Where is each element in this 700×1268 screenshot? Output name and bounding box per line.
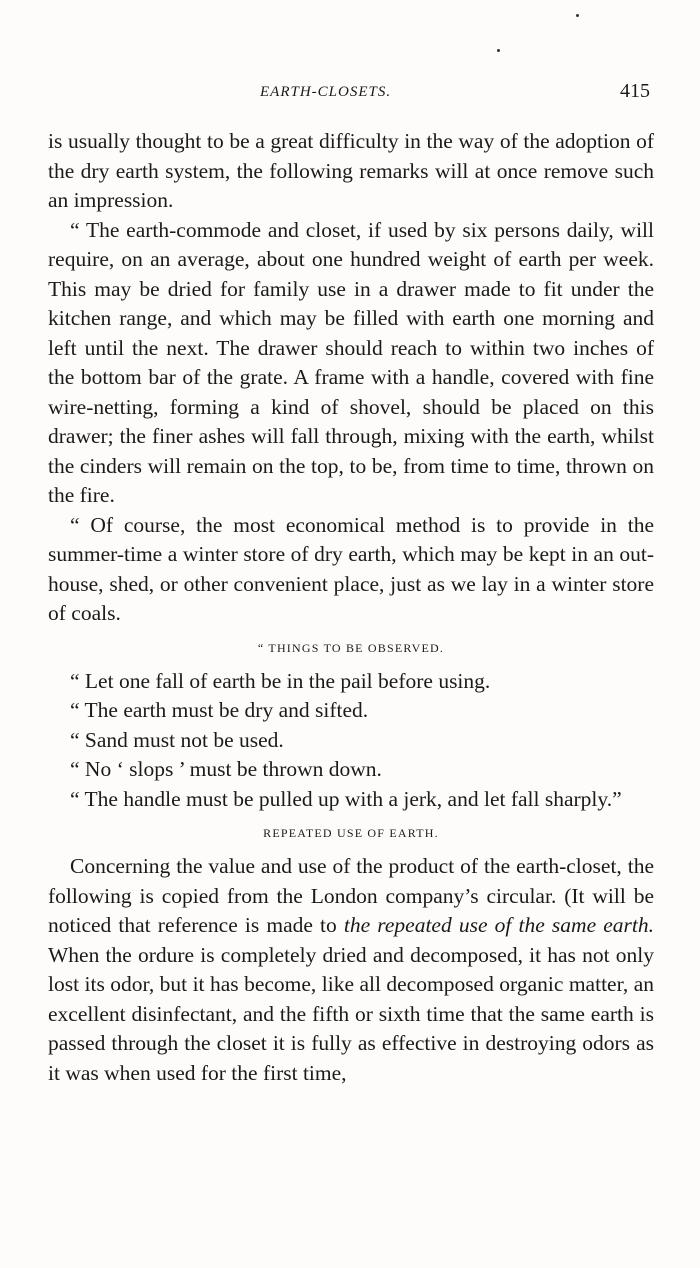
- rule-item: “ Let one fall of earth be in the pail before using.: [70, 668, 491, 693]
- page-header: [48, 80, 650, 110]
- section-heading-things-to-be-observed: “ THINGS TO BE OBSERVED.: [257, 640, 445, 655]
- speck-mark: [576, 14, 579, 17]
- speck-mark: [497, 49, 500, 52]
- running-title: EARTH-CLOSETS.: [260, 84, 392, 100]
- rule-item: “ No ‘ slops ’ must be thrown down.: [70, 757, 382, 781]
- italic-phrase: the repeated use of the same earth.: [343, 913, 654, 937]
- paragraph: is usually thought to be a great difficulty in the way of the adoption of the dry earth system, the following remarks will at once remove such an impression.: [48, 129, 654, 212]
- paragraph: “ The earth-commode and closet, if used by six persons daily, will require, on an average, about one hundred weight of earth per week. This may be dried for family use in a drawer made to fit under the kitchen range, and which may be filled with earth one morning and left until the next. The drawer should reach to within two inches of the bottom bar of the grate. A frame with a handle, covered with fine wire-netting, forming a kind of shovel, should be placed on this drawer; the finer ashes will fall through, mixing with the earth, whilst the cinders will remain on the top, to be, from time to time, thrown on the fire.: [48, 217, 654, 507]
- page-number: 415: [620, 80, 650, 102]
- paragraph: [48, 852, 654, 1088]
- page-body: [48, 127, 654, 1088]
- paragraph-text: Concerning the value and use of the product of the earth-closet, the following is copied from the London company’s circular. (It will be noticed that reference is made to: [48, 854, 654, 937]
- rule-item: “ The handle must be pulled up with a jerk, and let fall sharply.”: [70, 786, 622, 811]
- section-heading-repeated-use: REPEATED USE OF EARTH.: [263, 826, 439, 840]
- rule-item: “ Sand must not be used.: [70, 727, 284, 752]
- rule-item: “ The earth must be dry and sifted.: [70, 698, 369, 722]
- paragraph: “ Of course, the most economical method is to provide in the summer-time a winter store of dry earth, which may be kept in an out-house, shed, or other convenient place, just as we lay in a winter store of coals.: [48, 512, 654, 625]
- paragraph-text: When the ordure is completely dried and decomposed, it has not only lost its odor, but it has become, like all decomposed organic matter, an excellent disinfectant, and the fifth or sixth time that the same earth is passed through the closet it is fully as effective in destroying odors as it was when used for the first time,: [48, 942, 654, 1085]
